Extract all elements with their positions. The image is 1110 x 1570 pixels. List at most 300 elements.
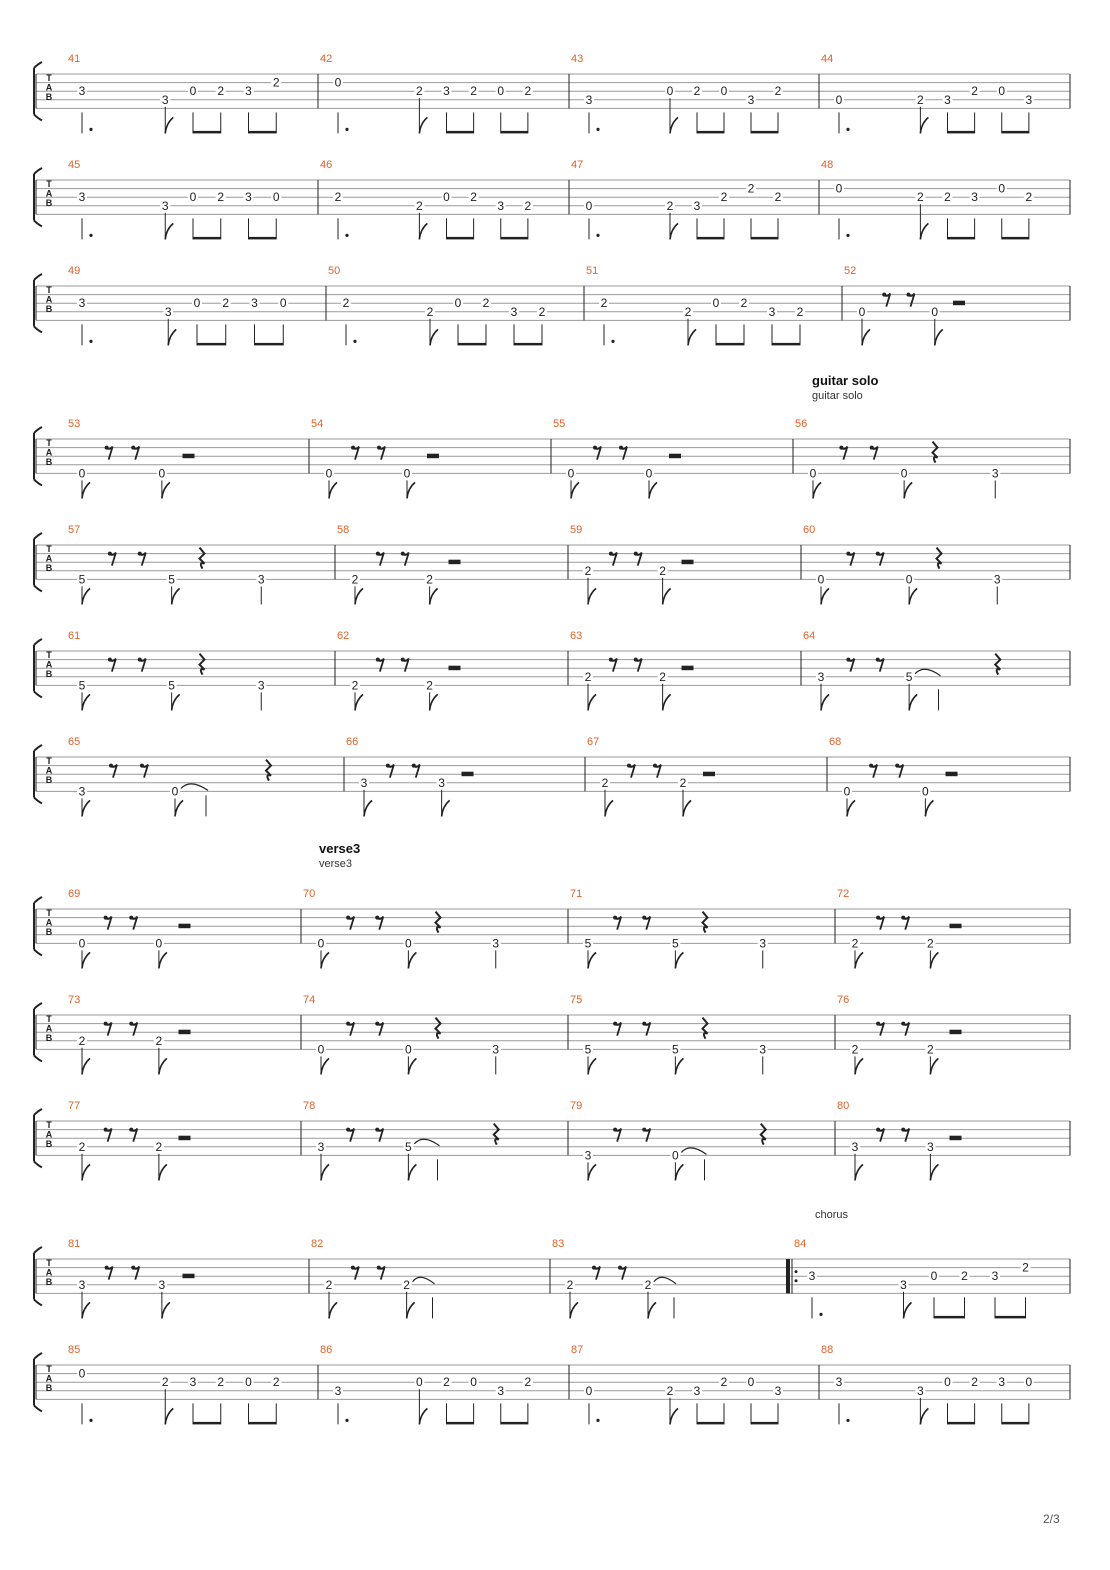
note-flag xyxy=(683,800,691,816)
fret-number: 0 xyxy=(645,466,653,481)
measure-number: 66 xyxy=(346,736,359,748)
note-flag xyxy=(904,482,912,498)
repeat-dot xyxy=(795,1279,798,1282)
note-flag xyxy=(329,1302,337,1318)
eighth-rest-dot xyxy=(108,658,112,662)
note-flag xyxy=(408,952,416,968)
note-flag xyxy=(159,1164,167,1180)
eighth-rest-dot xyxy=(108,552,112,556)
fret-number: 2 xyxy=(78,1139,86,1154)
measure-number: 61 xyxy=(68,630,81,642)
measure-number: 59 xyxy=(570,524,583,536)
note-flag xyxy=(159,952,167,968)
tab-clef-letter: T xyxy=(46,1364,52,1374)
fret-number: 2 xyxy=(720,190,728,205)
eighth-rest-dot xyxy=(592,1266,596,1270)
fret-number: 3 xyxy=(759,1042,767,1057)
measure-number: 77 xyxy=(68,1100,81,1112)
eighth-rest-dot xyxy=(609,552,613,556)
fret-number: 5 xyxy=(78,678,86,693)
duration-dot xyxy=(819,1313,822,1316)
duration-dot xyxy=(846,234,849,237)
fret-number: 2 xyxy=(482,296,490,311)
fret-number: 2 xyxy=(443,1375,450,1390)
note-flag xyxy=(670,117,678,133)
page-number: 2/3 xyxy=(1043,1512,1060,1526)
tab-clef-letter: A xyxy=(45,1373,53,1384)
eighth-rest-dot xyxy=(634,552,638,556)
beam xyxy=(193,131,221,134)
fret-number: 2 xyxy=(470,84,477,99)
fret-number: 2 xyxy=(584,669,592,684)
fret-number: 0 xyxy=(1025,1375,1033,1390)
fret-number: 0 xyxy=(720,84,728,99)
measure-number: 78 xyxy=(303,1100,316,1112)
note-flag xyxy=(588,952,596,968)
fret-number: 3 xyxy=(585,92,593,107)
fret-number: 5 xyxy=(405,1139,412,1154)
note-flag xyxy=(855,952,863,968)
section-subtitle: chorus xyxy=(815,1209,849,1221)
fret-number: 5 xyxy=(672,936,679,951)
fret-number: 0 xyxy=(158,466,166,481)
note-flag xyxy=(430,694,438,710)
eighth-rest-dot xyxy=(346,1022,350,1026)
tab-clef-letter: T xyxy=(46,756,52,766)
fret-number: 2 xyxy=(351,572,359,587)
note-flag xyxy=(813,482,821,498)
fret-number: 5 xyxy=(584,1042,592,1057)
measure-number: 73 xyxy=(68,994,81,1006)
section-title: guitar solo xyxy=(812,373,879,388)
tab-clef-letter: A xyxy=(45,765,53,776)
fret-number: 0 xyxy=(858,304,866,319)
note-flag xyxy=(920,223,928,239)
fret-number: 2 xyxy=(426,678,433,693)
fret-number: 2 xyxy=(416,198,423,213)
beam xyxy=(193,1422,221,1425)
fret-number: 2 xyxy=(524,1375,532,1390)
fret-number: 3 xyxy=(78,784,86,799)
note-flag xyxy=(847,800,855,816)
note-flag xyxy=(175,800,183,816)
fret-number: 3 xyxy=(257,678,265,693)
fret-number: 3 xyxy=(497,1383,505,1398)
half-rest xyxy=(462,772,474,777)
note-flag xyxy=(909,588,917,604)
half-rest xyxy=(950,1136,962,1141)
beam xyxy=(447,131,474,134)
measure-number: 44 xyxy=(821,53,834,65)
fret-number: 3 xyxy=(360,775,368,790)
beam xyxy=(948,1422,975,1425)
half-rest xyxy=(950,1030,962,1035)
measure-number: 52 xyxy=(844,265,857,277)
fret-number: 0 xyxy=(470,1375,477,1390)
fret-number: 2 xyxy=(666,1383,674,1398)
measure-number: 57 xyxy=(68,524,81,536)
fret-number: 3 xyxy=(993,572,1001,587)
note-flag xyxy=(321,1058,329,1074)
fret-number: 0 xyxy=(567,466,575,481)
eighth-rest-dot xyxy=(869,764,873,768)
fret-number: 2 xyxy=(774,84,782,99)
fret-number: 0 xyxy=(900,466,908,481)
beam xyxy=(458,343,486,346)
beam xyxy=(948,237,975,240)
tie-arc xyxy=(413,1277,435,1284)
eighth-rest-dot xyxy=(140,764,144,768)
tab-clef-letter: B xyxy=(45,1139,53,1149)
fret-number: 2 xyxy=(1022,1260,1029,1275)
quarter-rest xyxy=(703,912,708,933)
fret-number: 2 xyxy=(693,84,701,99)
fret-number: 0 xyxy=(443,190,450,205)
tab-clef-letter: T xyxy=(46,544,52,554)
fret-number: 2 xyxy=(524,84,532,99)
beam xyxy=(1002,237,1029,240)
note-flag xyxy=(688,329,696,345)
beam xyxy=(751,1422,778,1425)
note-flag xyxy=(663,694,671,710)
half-rest xyxy=(953,301,965,306)
eighth-rest-dot xyxy=(377,446,381,450)
fret-number: 2 xyxy=(272,1375,280,1390)
half-rest xyxy=(950,924,962,929)
fret-number: 3 xyxy=(693,198,701,213)
note-flag xyxy=(430,588,438,604)
fret-number: 2 xyxy=(78,1033,86,1048)
eighth-rest-dot xyxy=(901,1128,905,1132)
fret-number: 2 xyxy=(679,775,687,790)
fret-number: 0 xyxy=(189,190,197,205)
fret-number: 2 xyxy=(796,304,804,319)
duration-dot xyxy=(345,128,348,131)
fret-number: 0 xyxy=(245,1375,252,1390)
eighth-rest-dot xyxy=(627,764,631,768)
eighth-rest-dot xyxy=(129,1128,133,1132)
fret-number: 0 xyxy=(998,84,1006,99)
measure-number: 85 xyxy=(68,1344,81,1356)
fret-number: 2 xyxy=(426,304,434,319)
note-flag xyxy=(165,117,173,133)
note-flag xyxy=(920,117,928,133)
tab-clef-letter: B xyxy=(45,1277,53,1287)
fret-number: 2 xyxy=(426,572,433,587)
measure-number: 83 xyxy=(552,1238,565,1250)
eighth-rest-dot xyxy=(346,916,350,920)
fret-number: 3 xyxy=(693,1383,701,1398)
note-flag xyxy=(855,1164,863,1180)
half-rest xyxy=(669,454,681,459)
eighth-rest-dot xyxy=(131,446,135,450)
fret-number: 0 xyxy=(922,784,929,799)
fret-number: 2 xyxy=(161,1375,169,1390)
fret-number: 2 xyxy=(470,190,477,205)
tab-clef-letter: A xyxy=(45,188,53,199)
beam xyxy=(249,237,277,240)
fret-number: 3 xyxy=(817,669,825,684)
tab-clef-letter: B xyxy=(45,927,53,937)
note-flag xyxy=(408,1164,416,1180)
fret-number: 0 xyxy=(585,1383,593,1398)
beam xyxy=(934,1316,965,1319)
tie-arc xyxy=(181,784,208,791)
duration-dot xyxy=(611,340,614,343)
eighth-rest-dot xyxy=(109,764,113,768)
quarter-rest xyxy=(436,912,441,933)
note-flag xyxy=(355,694,363,710)
note-flag xyxy=(329,482,337,498)
measure-number: 46 xyxy=(320,159,333,171)
note-flag xyxy=(419,223,427,239)
measure-number: 63 xyxy=(570,630,583,642)
note-flag xyxy=(364,800,372,816)
tab-clef-letter: B xyxy=(45,92,53,102)
fret-number: 2 xyxy=(961,1269,968,1284)
duration-dot xyxy=(596,1419,599,1422)
quarter-rest xyxy=(200,548,205,569)
beam xyxy=(249,1422,277,1425)
fret-number: 3 xyxy=(161,92,169,107)
note-flag xyxy=(670,1408,678,1424)
note-flag xyxy=(168,329,176,345)
fret-number: 5 xyxy=(168,678,175,693)
eighth-rest-dot xyxy=(653,764,657,768)
note-flag xyxy=(663,588,671,604)
note-flag xyxy=(605,800,613,816)
note-flag xyxy=(442,800,450,816)
fret-number: 3 xyxy=(245,190,252,205)
fret-number: 3 xyxy=(900,1277,907,1292)
eighth-rest-dot xyxy=(129,1022,133,1026)
fret-number: 2 xyxy=(747,181,755,196)
note-flag xyxy=(321,1164,329,1180)
repeat-dot xyxy=(795,1270,798,1273)
fret-number: 3 xyxy=(245,84,252,99)
beam xyxy=(1002,131,1029,134)
tab-clef-letter: B xyxy=(45,669,53,679)
tab-clef-letter: A xyxy=(45,659,53,670)
eighth-rest-dot xyxy=(131,1266,135,1270)
half-rest xyxy=(179,1136,191,1141)
note-flag xyxy=(930,1058,938,1074)
measure-number: 86 xyxy=(320,1344,333,1356)
fret-number: 3 xyxy=(991,1269,999,1284)
note-flag xyxy=(82,1058,90,1074)
eighth-rest-dot xyxy=(609,658,613,662)
fret-number: 2 xyxy=(659,563,666,578)
beam xyxy=(501,1422,528,1425)
fret-number: 0 xyxy=(835,92,843,107)
tab-clef-letter: A xyxy=(45,1023,53,1034)
half-rest xyxy=(179,1030,191,1035)
measure-number: 79 xyxy=(570,1100,583,1112)
measure-number: 54 xyxy=(311,418,324,430)
tab-clef-letter: A xyxy=(45,447,53,458)
quarter-rest xyxy=(494,1124,499,1145)
measure-number: 70 xyxy=(303,888,316,900)
tab-clef-letter: T xyxy=(46,1258,52,1268)
fret-number: 0 xyxy=(78,466,86,481)
eighth-rest-dot xyxy=(105,1266,109,1270)
note-flag xyxy=(935,329,943,345)
measure-number: 43 xyxy=(571,53,584,65)
tab-clef-letter: T xyxy=(46,179,52,189)
fret-number: 0 xyxy=(416,1375,423,1390)
eighth-rest-dot xyxy=(634,658,638,662)
duration-dot xyxy=(846,1419,849,1422)
fret-number: 0 xyxy=(403,466,411,481)
note-flag xyxy=(407,1302,415,1318)
measure-number: 55 xyxy=(553,418,566,430)
fret-number: 0 xyxy=(747,1375,755,1390)
beam xyxy=(447,1422,474,1425)
fret-number: 3 xyxy=(78,190,86,205)
tab-clef-letter: T xyxy=(46,908,52,918)
half-rest xyxy=(449,666,461,671)
beam xyxy=(193,237,221,240)
fret-number: 2 xyxy=(222,296,230,311)
eighth-rest-dot xyxy=(882,293,886,297)
note-flag xyxy=(675,952,683,968)
measure-number: 71 xyxy=(570,888,583,900)
fret-number: 0 xyxy=(835,181,843,196)
note-flag xyxy=(925,800,933,816)
fret-number: 2 xyxy=(403,1277,410,1292)
note-flag xyxy=(920,1408,928,1424)
tab-clef-letter: T xyxy=(46,1014,52,1024)
note-flag xyxy=(82,952,90,968)
note-flag xyxy=(670,223,678,239)
fret-number: 3 xyxy=(851,1139,859,1154)
measure-number: 68 xyxy=(829,736,842,748)
fret-number: 2 xyxy=(927,936,934,951)
fret-number: 0 xyxy=(666,84,674,99)
beam xyxy=(197,343,226,346)
fret-number: 5 xyxy=(905,669,913,684)
tab-clef-letter: B xyxy=(45,304,53,314)
tab-clef-letter: A xyxy=(45,553,53,564)
fret-number: 2 xyxy=(334,190,342,205)
fret-number: 0 xyxy=(405,936,412,951)
measure-number: 50 xyxy=(328,265,341,277)
note-flag xyxy=(855,1058,863,1074)
eighth-rest-dot xyxy=(876,916,880,920)
tab-clef-letter: B xyxy=(45,1383,53,1393)
eighth-rest-dot xyxy=(138,658,142,662)
eighth-rest-dot xyxy=(613,1128,617,1132)
fret-number: 3 xyxy=(334,1383,342,1398)
fret-number: 3 xyxy=(917,1383,924,1398)
duration-dot xyxy=(89,1419,92,1422)
fret-number: 2 xyxy=(851,1042,859,1057)
note-flag xyxy=(648,1302,656,1318)
note-flag xyxy=(407,482,415,498)
tie-arc xyxy=(681,1148,706,1155)
beam xyxy=(255,343,284,346)
eighth-rest-dot xyxy=(901,1022,905,1026)
measure-number: 69 xyxy=(68,888,81,900)
note-flag xyxy=(649,482,657,498)
fret-number: 0 xyxy=(998,181,1006,196)
eighth-rest-dot xyxy=(901,916,905,920)
eighth-rest-dot xyxy=(351,446,355,450)
fret-number: 3 xyxy=(510,304,518,319)
fret-number: 0 xyxy=(193,296,201,311)
eighth-rest-dot xyxy=(895,764,899,768)
fret-number: 0 xyxy=(712,296,720,311)
measure-number: 41 xyxy=(68,53,81,65)
eighth-rest-dot xyxy=(351,1266,355,1270)
eighth-rest-dot xyxy=(386,764,390,768)
eighth-rest-dot xyxy=(593,446,597,450)
fret-number: 3 xyxy=(774,1383,782,1398)
beam xyxy=(948,131,975,134)
measure-number: 45 xyxy=(68,159,81,171)
beam xyxy=(697,237,724,240)
measure-number: 60 xyxy=(803,524,816,536)
fret-number: 0 xyxy=(317,936,325,951)
fret-number: 2 xyxy=(538,304,546,319)
tab-clef-letter: A xyxy=(45,917,53,928)
note-flag xyxy=(430,329,438,345)
quarter-rest xyxy=(436,1018,441,1039)
measure-number: 67 xyxy=(587,736,600,748)
fret-number: 3 xyxy=(759,936,767,951)
eighth-rest-dot xyxy=(401,658,405,662)
eighth-rest-dot xyxy=(377,1266,381,1270)
measure-number: 58 xyxy=(337,524,350,536)
note-flag xyxy=(588,694,596,710)
fret-number: 0 xyxy=(497,84,505,99)
fret-number: 2 xyxy=(584,563,592,578)
tab-clef-letter: B xyxy=(45,1033,53,1043)
beam xyxy=(697,131,724,134)
fret-number: 5 xyxy=(168,572,175,587)
beam xyxy=(1002,1422,1029,1425)
eighth-rest-dot xyxy=(104,1022,108,1026)
beam xyxy=(751,237,778,240)
half-rest xyxy=(682,666,694,671)
half-rest xyxy=(183,1274,195,1279)
fret-number: 3 xyxy=(971,190,978,205)
fret-number: 3 xyxy=(768,304,776,319)
eighth-rest-dot xyxy=(870,446,874,450)
fret-number: 3 xyxy=(747,92,755,107)
fret-number: 2 xyxy=(851,936,859,951)
fret-number: 0 xyxy=(279,296,287,311)
fret-number: 5 xyxy=(672,1042,679,1057)
fret-number: 2 xyxy=(971,84,978,99)
note-flag xyxy=(321,952,329,968)
eighth-rest-dot xyxy=(642,916,646,920)
quarter-rest xyxy=(761,1124,766,1145)
beam xyxy=(751,131,778,134)
eighth-rest-dot xyxy=(104,1128,108,1132)
fret-number: 3 xyxy=(317,1139,325,1154)
note-flag xyxy=(159,1058,167,1074)
half-rest xyxy=(183,454,195,459)
beam xyxy=(772,343,800,346)
eighth-rest-dot xyxy=(375,916,379,920)
note-flag xyxy=(588,1058,596,1074)
eighth-rest-dot xyxy=(642,1128,646,1132)
tab-clef-letter: T xyxy=(46,650,52,660)
measure-number: 62 xyxy=(337,630,350,642)
duration-dot xyxy=(596,128,599,131)
measure-number: 84 xyxy=(794,1238,807,1250)
